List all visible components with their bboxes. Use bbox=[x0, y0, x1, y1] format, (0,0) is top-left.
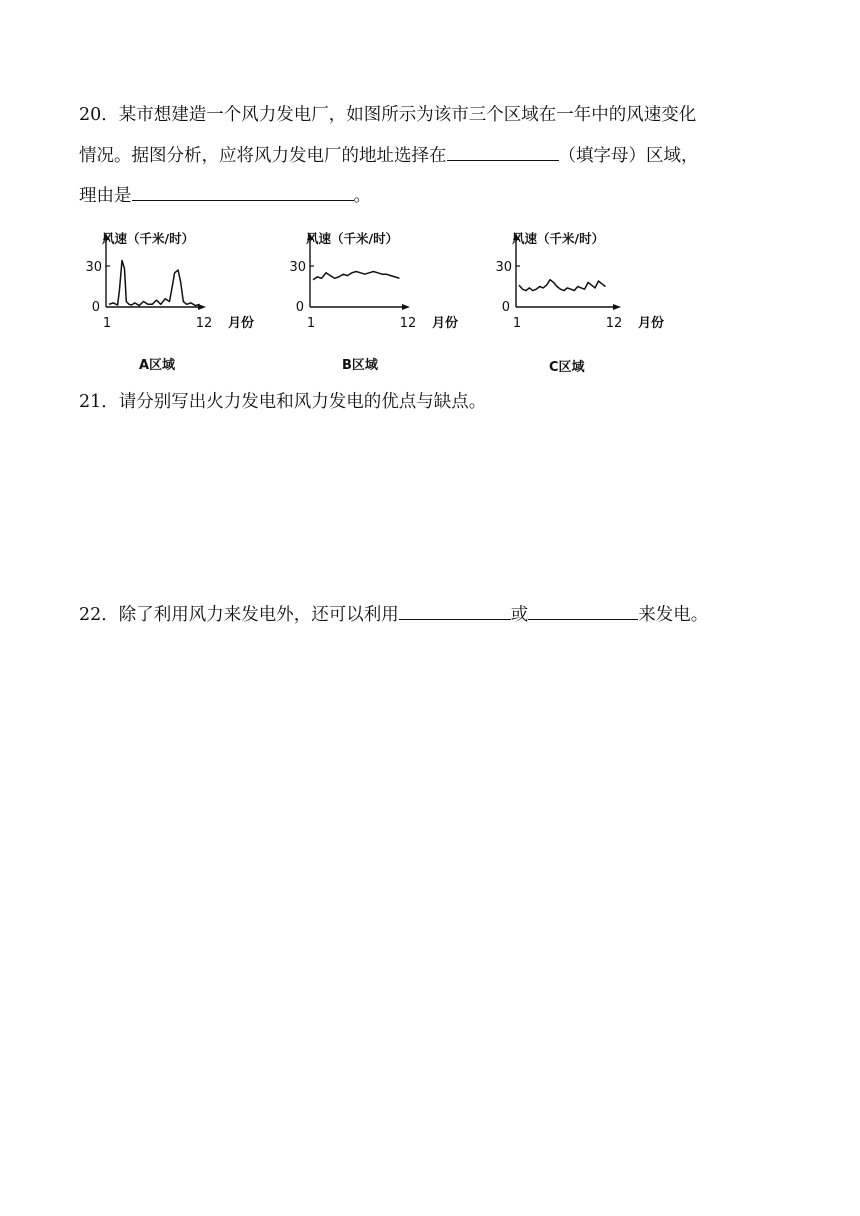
q20-line2 bbox=[79, 145, 699, 167]
chart-b-caption: B区域 bbox=[342, 358, 378, 373]
y-tick-label-30: 30 bbox=[495, 260, 512, 275]
x-tick-label-12: 12 bbox=[399, 316, 417, 331]
x-axis-arrow bbox=[402, 304, 410, 310]
chart-b bbox=[282, 225, 462, 335]
chart-a-svg bbox=[78, 225, 258, 335]
q20-line1: 20．某市想建造一个风力发电厂，如图所示为该市三个区域在一年中的风速变化 bbox=[79, 105, 697, 125]
chart-c bbox=[488, 225, 673, 335]
y-tick-label-0: 0 bbox=[295, 300, 304, 315]
q20-line2-text-a: 情况。据图分析，应将风力发电厂的地址选择在 bbox=[79, 146, 447, 166]
q20-answer-blank-reason[interactable] bbox=[132, 185, 354, 201]
q20-answer-blank-region[interactable] bbox=[447, 145, 559, 161]
q20-line3-text-a: 理由是 bbox=[79, 186, 132, 206]
y-tick-label-0: 0 bbox=[91, 300, 100, 315]
x-tick-label-1: 1 bbox=[512, 316, 522, 331]
wind-speed-line bbox=[313, 272, 399, 280]
chart-a-caption: A区域 bbox=[139, 358, 176, 373]
x-axis-unit-label: 月份 bbox=[228, 316, 255, 331]
q20-line2-text-b: （填字母）区域， bbox=[558, 146, 699, 166]
y-tick-label-0: 0 bbox=[501, 300, 510, 315]
q22-text-b: 或 bbox=[510, 605, 529, 625]
y-axis-label: 风速（千米/时） bbox=[512, 231, 605, 246]
q22-text-c: 来发电。 bbox=[638, 605, 709, 625]
x-tick-label-12: 12 bbox=[195, 316, 213, 331]
wind-speed-line bbox=[519, 280, 605, 291]
wind-speed-line bbox=[109, 261, 200, 306]
q22-text-a: 22．除了利用风力来发电外，还可以利用 bbox=[79, 605, 399, 625]
x-tick-label-1: 1 bbox=[306, 316, 316, 331]
x-tick-label-1: 1 bbox=[102, 316, 112, 331]
y-tick-label-30: 30 bbox=[289, 260, 306, 275]
q22-answer-blank-2[interactable] bbox=[528, 604, 638, 620]
q21-text: 21．请分别写出火力发电和风力发电的优点与缺点。 bbox=[79, 392, 487, 412]
q22-line bbox=[79, 604, 708, 626]
q22-answer-blank-1[interactable] bbox=[399, 604, 511, 620]
x-axis-unit-label: 月份 bbox=[638, 316, 665, 331]
y-axis-label: 风速（千米/时） bbox=[306, 231, 399, 246]
chart-c-caption: C区域 bbox=[549, 360, 585, 375]
chart-a bbox=[78, 225, 258, 335]
x-axis-arrow bbox=[613, 304, 621, 310]
q20-line3 bbox=[79, 185, 371, 207]
q20-line3-text-b: 。 bbox=[353, 186, 371, 206]
chart-b-svg bbox=[282, 225, 462, 335]
y-tick-label-30: 30 bbox=[85, 260, 102, 275]
chart-c-svg bbox=[488, 225, 673, 335]
y-axis-label: 风速（千米/时） bbox=[102, 231, 195, 246]
x-tick-label-12: 12 bbox=[605, 316, 623, 331]
x-axis-unit-label: 月份 bbox=[432, 316, 459, 331]
